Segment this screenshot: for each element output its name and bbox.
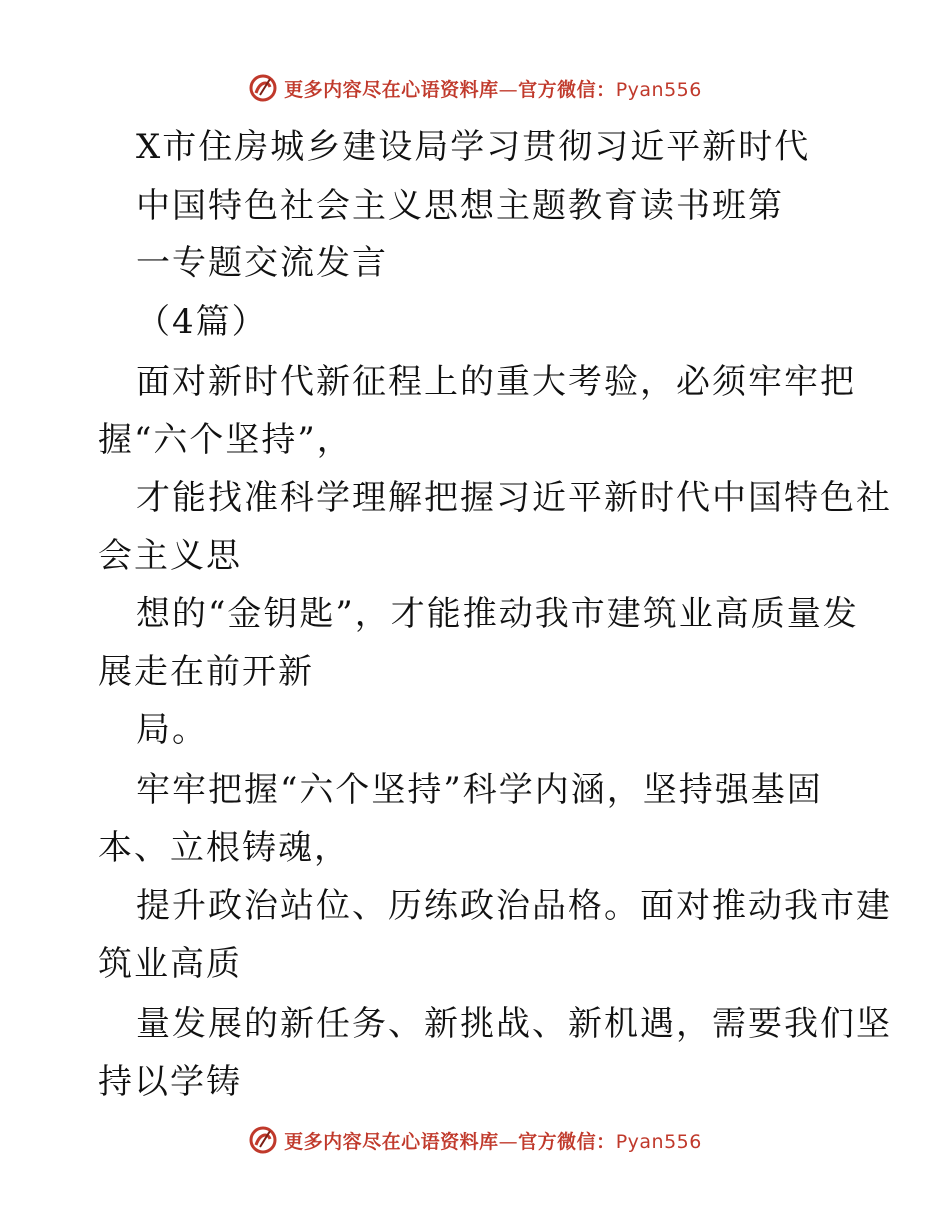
paragraph-line: 本、立根铸魂， bbox=[98, 828, 350, 868]
paragraph-line: 量发展的新任务、新挑战、新机遇，需要我们坚 bbox=[136, 1004, 892, 1044]
title-line-3: 一专题交流发言 bbox=[136, 243, 388, 283]
header-banner bbox=[0, 68, 950, 108]
paragraph-line: 筑业高质 bbox=[98, 944, 242, 984]
paragraph-line: 牢牢把握“六个坚持”科学内涵，坚持强基固 bbox=[136, 770, 823, 810]
title-line-1: X市住房城乡建设局学习贯彻习近平新时代 bbox=[136, 127, 811, 167]
paragraph-line: 局。 bbox=[136, 710, 208, 750]
footer-banner bbox=[0, 1120, 950, 1160]
article-count: （4篇） bbox=[136, 302, 268, 342]
swirl-logo-icon bbox=[248, 1125, 278, 1155]
paragraph-line: 展走在前开新 bbox=[98, 652, 314, 692]
paragraph-line: 会主义思 bbox=[98, 536, 242, 576]
banner-text: 更多内容尽在心语资料库—官方微信：Pyan556 bbox=[284, 1130, 702, 1153]
title-line-2: 中国特色社会主义思想主题教育读书班第 bbox=[136, 186, 784, 226]
banner-text: 更多内容尽在心语资料库—官方微信：Pyan556 bbox=[284, 78, 702, 101]
paragraph-line: 面对新时代新征程上的重大考验，必须牢牢把 bbox=[136, 362, 856, 402]
paragraph-line: 握“六个坚持”， bbox=[98, 420, 353, 460]
paragraph-line: 提升政治站位、历练政治品格。面对推动我市建 bbox=[136, 886, 892, 926]
paragraph-line: 才能找准科学理解把握习近平新时代中国特色社 bbox=[136, 478, 892, 518]
paragraph-line: 想的“金钥匙”，才能推动我市建筑业高质量发 bbox=[136, 594, 859, 634]
swirl-logo-icon bbox=[248, 73, 278, 103]
paragraph-line: 持以学铸 bbox=[98, 1062, 242, 1102]
